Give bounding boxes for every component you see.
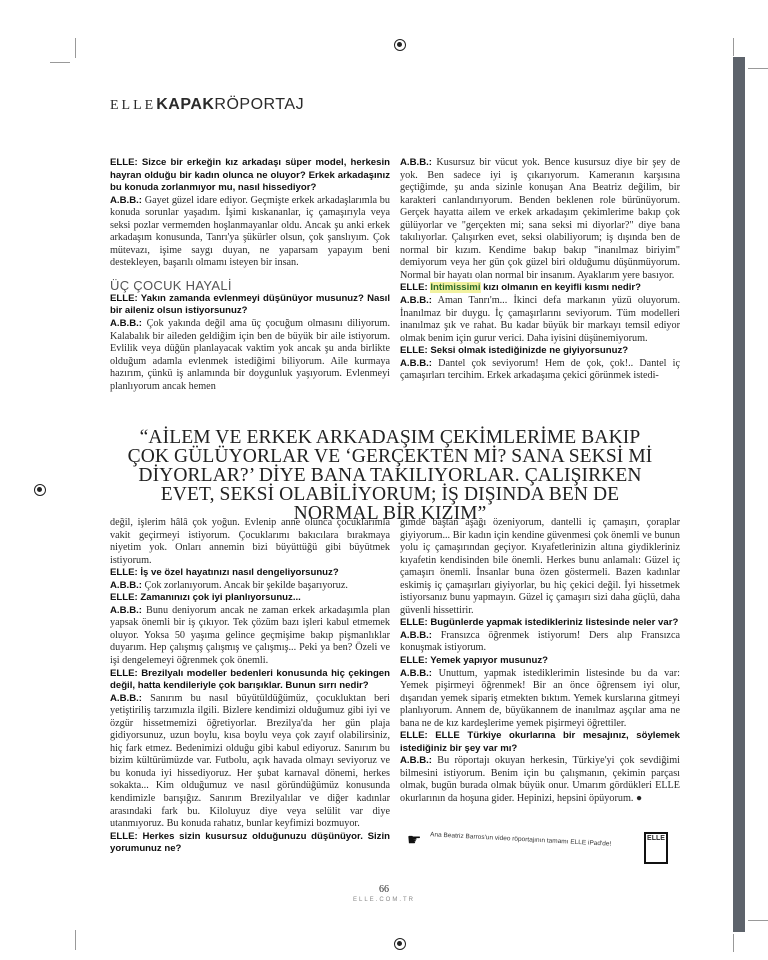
interview-question: ELLE: Bugünlerde yapmak istedikleriniz listesinde neler var?: [400, 617, 679, 629]
subheading: ÜÇ ÇOCUK HAYALİ: [110, 277, 232, 293]
column-bottom-right: [400, 517, 680, 806]
answer-text: Çok zorlanıyorum. Ancak bir şekilde başarıyoruz.: [141, 579, 348, 591]
speaker-label: A.B.B.:: [110, 604, 142, 616]
page-number: 66: [379, 884, 389, 895]
speaker-label: A.B.B.:: [110, 579, 142, 591]
speaker-label: A.B.B.:: [400, 629, 432, 641]
brand-logo: ELLE: [110, 98, 157, 113]
speaker-label: A.B.B.:: [400, 667, 432, 679]
column-top-left: [110, 157, 390, 393]
interview-answer: [400, 295, 680, 345]
answer-text: Gayet güzel idare ediyor. Geçmişte erkek arkadaşlarımla bu konuda sorunlar yaşadım. İşimi kıskananlar, iç çamaşırıyla veya seksi pozlar vermemden hoşlanmayanlar oldu. Ancak şu anki erkek arkadaşım konusunda, Tanrı'ya şükürler olsun, çok şanslıyım. Çok mütevazı, işime saygı duyan, ne yaparsam yapayım beni destekleyen, başarılı olmamı isteyen bir insan.: [110, 194, 390, 269]
interview-question: ELLE: Zamanınızı çok iyi planlıyorsunuz...: [110, 592, 301, 604]
interview-answer: [400, 517, 680, 617]
column-top-right: [400, 157, 680, 383]
interview-answer: [110, 517, 390, 567]
answer-text: Kusursuz bir vücut yok. Bence kusursuz diye bir şey de yok. Ben sadece iyi iş çıkarıyorum. Kameranın karşısına geçtiğimde, şu anda sizinle konuşan Ana Beatriz değilim, bir karakteri canlandırıyorum. Benden beklenen role bürünüyorum. Gerçek hayatta ailem ve erkek arkadaşım çekimlerime bakıp çok gülüyorlar ve "gerçekten mi; sana seksi mi diyorlar?" diye bana takılıyorlar. Çalışırken evet, seksi olabiliyorum; iş dışında ben de normal bir kızım. Kendime bakıp bakıp "inanılmaz biriyim" demiyorum veya her gün çok güzel biri olduğumu düşünmüyorum. Normal bir hayatı olan normal bir insanım. Ayaklarım yere basıyor.: [400, 157, 680, 281]
crop-mark: [75, 930, 76, 950]
interview-question: ELLE: İş ve özel hayatınızı nasıl dengeliyorsunuz?: [110, 567, 339, 579]
crop-mark: [748, 68, 768, 69]
question-prefix: ELLE:: [400, 282, 431, 294]
speaker-label: A.B.B.:: [400, 157, 432, 168]
column-bottom-left: [110, 517, 390, 856]
registration-mark-icon: [394, 39, 406, 51]
registration-mark-icon: [394, 938, 406, 950]
crop-mark: [733, 38, 734, 56]
subsection-label: RÖPORTAJ: [214, 96, 305, 113]
answer-text: değil, işlerim hâlâ çok yoğun. Evlenip anne olunca çocuklarımla vakit geçirmeyi istiyorum. Çocuklarımı bakıcılara bırakmaya niyetim yok. Onları annemin bizi büyüttüğü gibi büyütmek istiyorum.: [110, 517, 390, 566]
pull-quote: “AİLEM VE ERKEK ARKADAŞIM ÇEKİMLERİME BAKIP ÇOK GÜLÜYORLAR VE ‘GERÇEKTEN Mİ? SANA SEKSİ Mİ DİYORLAR?’ DİYE BANA TAKILIYORLAR. ÇALIŞIRKEN EVET, SEKSİ OLABİLİYORUM; İŞ DIŞINDA BEN DE NORMAL BİR KIZIM”: [127, 427, 653, 524]
registration-mark-icon: [34, 484, 46, 496]
answer-text: Aman Tanrı'm... İkinci defa markanın yüzü oluyorum. İnanılmaz bir duygu. İç çamaşırlarını seviyorum. Tüm modelleri inanılmaz şık ve rahat. Bu kadar büyük bir markayı temsil ediyor olmak benim için gurur verici. Daha iyisini düşünemiyorum.: [400, 295, 680, 344]
crop-mark: [75, 38, 76, 58]
interview-answer: [400, 668, 680, 731]
side-color-bar: [733, 57, 745, 932]
answer-text: Bunu deniyorum ancak ne zaman erkek arkadaşımla plan yapsak önemli bir iş çıkıyor. Tek çözüm bazı işleri kabul etmemek oluyor. Yoksa 50 yaşıma gelince geçmişime bakıp pişmanlıklar duyarım. Hep çalışmış çalışmış ve çalışmış... Peki ya ben? Özeli ve işi dengelemeyi öğrenmek çok önemli.: [110, 604, 390, 667]
ipad-note: Ana Beatriz Barros'un video röportajının tamamı ELLE iPad'de!: [429, 831, 612, 848]
interview-answer: [400, 157, 680, 282]
interview-answer: [400, 358, 680, 383]
speaker-label: A.B.B.:: [400, 357, 432, 369]
interview-question: [400, 282, 680, 295]
interview-answer: [110, 605, 390, 668]
interview-answer: [110, 318, 390, 393]
interview-question: ELLE: Brezilyalı modeller bedenleri konusunda hiç çekingen değil, hatta kendileriyle çok barışıklar. Bunun sırrı nedir?: [110, 667, 390, 692]
crop-mark: [50, 62, 70, 63]
section-header: [110, 96, 304, 114]
interview-question: ELLE: Herkes sizin kusursuz olduğunuzu düşünüyor. Sizin yorumunuz ne?: [110, 830, 390, 855]
elle-ipad-logo: ELLE: [644, 832, 668, 864]
speaker-label: A.B.B.:: [110, 692, 142, 704]
interview-question: ELLE: ELLE Türkiye okurlarına bir mesajınız, söylemek istediğiniz bir şey var mı?: [400, 730, 680, 754]
speaker-label: A.B.B.:: [400, 295, 432, 307]
crop-mark: [733, 934, 734, 952]
interview-question: ELLE: Seksi olmak istediğinizde ne giyiyorsunuz?: [400, 345, 629, 357]
crop-mark: [748, 920, 768, 921]
section-label: KAPAK: [156, 96, 215, 113]
interview-question: ELLE: Sizce bir erkeğin kız arkadaşı süper model, herkesin hayran olduğu bir kadın olunca ne oluyor? Erkek arkadaşınız bu konuda zorlanmıyor mu, nasıl hissediyor?: [110, 157, 390, 194]
site-url: ELLE.COM.TR: [352, 897, 415, 903]
speaker-label: A.B.B.:: [110, 318, 142, 330]
interview-question: ELLE: Yakın zamanda evlenmeyi düşünüyor musunuz? Nasıl bir aileniz olsun istiyorsunuz?: [110, 292, 390, 317]
answer-text: Bu röportajı okuyan herkesin, Türkiye'yi çok sevdiğimi bilmesini istiyorum. Benim için bu çalışmanın, çekimin parçası olmak, bugün burada olmak büyük onur. Umarım gördükleri ELLE okurlarının da hoşuna gider. Hepinizi, hepsini öpüyorum. ●: [400, 755, 680, 805]
question-text: kızı olmanın en keyifli kısmı nedir?: [480, 282, 641, 294]
answer-text: Unuttum, yapmak istediklerimin listesinde bu da var: Yemek pişirmeyi öğrenmek! Bir an önce öğrensem iyi olur, dışarıdan yemek sipariş etmekten bıktım. Yemek kurslarına gitmeyi planlıyorum. Annem de, büyükannem de inanılmaz aşçılar ama ne bana ne de kız kardeşlerime yemek pişirmeyi öğrettiler.: [400, 667, 680, 729]
interview-answer: [110, 580, 390, 593]
interview-answer: [400, 630, 680, 655]
interview-answer: [110, 195, 390, 270]
brand-highlight: Intimissimi: [430, 282, 481, 294]
interview-answer: [400, 755, 680, 805]
answer-text: ğimde baştan aşağı özeniyorum, dantelli iç çamaşırı, çoraplar giyiyorum... Bir kadın için kendine güvenmesi çok önemli ve bunun yolu iç çamaşırından geçiyor. Kıyafetlerinizin altına giydikleriniz kıyafetin kendisinden bile önemli. Herkes bunu anlamalı: Güzel iç çamaşırı önemli. İnsanlar buna özen göstermeli. Bazen kadınlar eskimiş iç çamaşırları giyiyorlar, bu hiç çekici değil. İyi hissetmek istiyorsanız bunu yapmayın. Güzel iç çamaşırı sizi daha güçlü, daha güvenli hissettirir.: [400, 517, 680, 616]
speaker-label: A.B.B.:: [400, 755, 432, 767]
pointing-hand-icon: ☛: [407, 832, 422, 849]
answer-text: Dantel çok seviyorum! Hem de çok, çok!.. Dantel iç çamaşırları tercihim. Erkek arkadaşıma çekici görünmek istedi-: [400, 357, 680, 382]
answer-text: Fransızca öğrenmek istiyorum! Ders alıp Fransızca konuşmak istiyorum.: [400, 629, 680, 654]
answer-text: Çok yakında değil ama üç çocuğum olmasını diliyorum. Kalabalık bir aileden geldiğim için ben de büyük bir aile istiyorum. Evlilik veya düğün planlayacak vaktim yok ancak şu anda birlikte olduğum adamla evlenmek istediğimi biliyorum. Aile kurmaya hazırım, çünkü iş anlamında bir doygunluk yaşıyorum. Evlenmeyi planlıyorum ancak hemen: [110, 318, 390, 392]
answer-text: Sanırım bu nasıl büyütüldüğümüz, çocukluktan beri yetiştiriliş tarzımızla ilgili. Bizlere kendimizi olduğumuz gibi iyi ve özgür hissetmemizi öğretiyorlar. Brezilya'da her gün plaja gidiyorsunuz, uzun boylu, kısa boylu veya çok zayıf olabilirsiniz, hiç fark etmez. Bedenimizi olduğu gibi kabul ediyoruz. Sanırım bu bizim kültürümüzde var. Futbolu, açık havada olmayı seviyoruz ve bu konuda iyi hissediyoruz. Her şubat karnaval dönemi, herkes sokakta... Kim olduğumuz ve nasıl göründüğümüz konusunda kendimizle barışığız. Sanırım Brezilyalılar ve diğer kadınlar arasındaki fark bu. Kiloluyuz diye veya selülit var diye utanmıyoruz. Bu konuda rahatız, bunlar keyfimizi bozmuyor.: [110, 692, 390, 830]
speaker-label: A.B.B.:: [110, 194, 142, 206]
interview-answer: [110, 693, 390, 831]
interview-question: ELLE: Yemek yapıyor musunuz?: [400, 655, 549, 667]
